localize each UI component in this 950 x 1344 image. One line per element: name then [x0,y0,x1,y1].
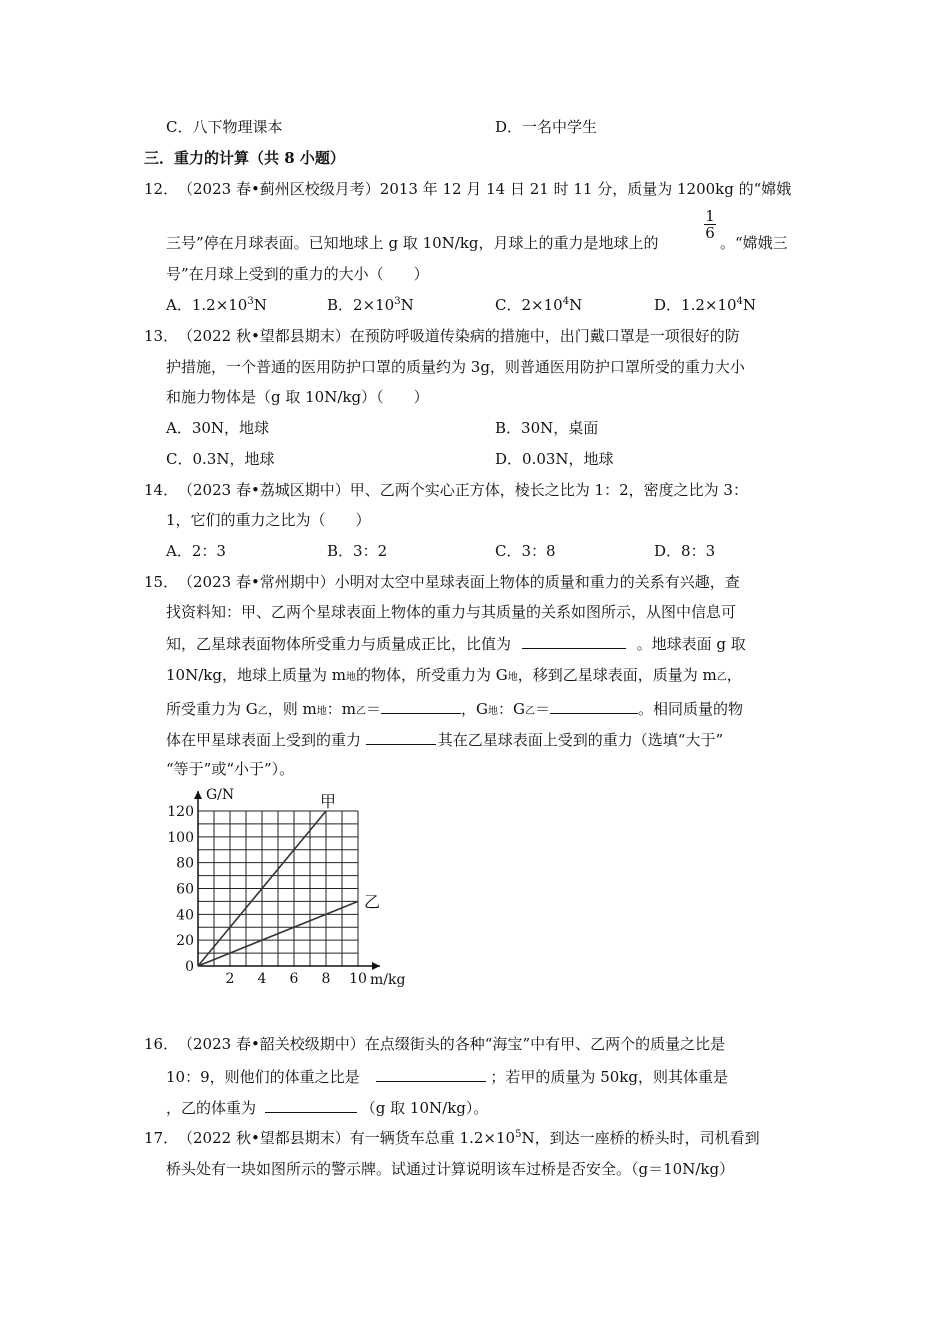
q14-option-a: A．2：3 [166,542,226,560]
q12-option-b-exp: 3 [394,296,401,307]
q15-line5-a: 所受重力为 G [166,700,258,718]
q15-blank-2[interactable] [381,697,461,714]
q13-line1: （2022 秋•望都县期末）在预防呼吸道传染病的措施中，出门戴口罩是一项很好的防 [178,327,740,345]
q16-line2-a: 10：9，则他们的体重之比是 [166,1068,360,1086]
q15-line6-a: 体在甲星球表面上受到的重力 [166,731,362,749]
q15-line5-sub3: 乙 [356,706,366,717]
q12-option-b-text: B．2×10 [327,296,395,314]
q13-option-c: C．0.3N，地球 [166,450,275,468]
q16-line3 [166,1096,488,1118]
fraction-numerator: 1 [705,207,715,225]
q15-line3 [166,632,746,654]
x-tick-label: 2 [225,971,235,987]
y-axis-label: G/N [206,787,235,803]
q13-option-d: D．0.03N，地球 [495,450,614,468]
q15-line1: （2023 春•常州期中）小明对太空中星球表面上物体的质量和重力的关系有兴趣，查 [178,573,740,591]
q12-option-d-text: D．1.2×10 [654,296,737,314]
q17-number: 17． [144,1129,179,1147]
q12-option-d-unit: N [742,296,757,314]
chart-grid [198,811,358,966]
q15-line4-sub2: 地 [507,672,518,683]
q15-line5-c: ：m [326,700,356,718]
q12-option-a-unit: N [253,296,267,314]
q14-option-c: C．3：8 [495,542,556,560]
q16-line2 [166,1065,728,1087]
q15-line5-sub4: 地 [488,706,498,717]
y-tick-label: 0 [185,959,194,975]
q12-line2-end: 。“嫦娥三 [720,234,788,252]
q17-line1 [178,1127,760,1148]
q12-number: 12． [144,180,179,198]
series-label: 甲 [320,792,337,811]
y-tick-label: 20 [176,933,194,950]
q11-option-d: D．一名中学生 [495,118,598,136]
q14-option-d: D．8：3 [654,542,716,560]
q12-option-c-unit: N [569,296,583,314]
q13-line2: 护措施，一个普通的医用防护口罩的质量约为 3g，则普通医用防护口罩所受的重力大小 [166,358,745,376]
q13-option-b: B．30N，桌面 [495,419,599,437]
x-tick-label: 10 [349,971,367,987]
q16-blank-1[interactable] [376,1065,486,1082]
q12-option-a-text: A．1.2×10 [166,296,248,314]
series-label: 乙 [364,892,381,912]
q15-line5 [166,697,743,719]
q15-line5-sub2: 地 [316,706,327,717]
q16-blank-2[interactable] [265,1096,357,1113]
q14-option-b: B．3：2 [327,542,388,560]
q15-line5-sub1: 乙 [257,706,268,717]
q14-line1: （2023 春•荔城区期中）甲、乙两个实心正方体，棱长之比为 1：2，密度之比为 3： [178,481,748,499]
q14-line2: 1，它们的重力之比为（ ） [166,511,371,529]
q15-line5-f: ：G [498,700,525,718]
q16-line3-b: （g 取 10N/kg）。 [360,1099,489,1117]
y-tick-label: 100 [167,829,194,846]
gravity-mass-chart [160,786,420,996]
q16-line1: （2023 春•韶关校级期中）在点缀街头的各种“海宝”中有甲、乙两个的质量之比是 [178,1035,726,1053]
q12-line1: （2023 春•蓟州区校级月考）2013 年 12 月 14 日 21 时 11 分，质量为 1200kg 的“嫦娥 [178,180,792,198]
q12-option-a [166,294,267,315]
q12-line3: 号”在月球上受到的重力的大小（ ） [166,265,429,283]
q12-option-c [495,294,582,315]
q13-line3: 和施力物体是（g 取 10N/kg）（ ） [166,388,429,406]
q15-line4-d: ， [726,666,742,684]
q15-blank-1[interactable] [522,632,626,649]
q17-line1-exp: 5 [515,1129,522,1140]
q12-option-d-exp: 4 [736,296,743,307]
q15-line5-sub5: 乙 [524,706,535,717]
q15-line6 [166,728,723,750]
q15-line4-sub1: 地 [345,672,356,683]
q15-line5-g: ＝ [534,700,550,718]
q15-line6-b: 其在乙星球表面上受到的重力（选填“大于” [437,731,724,749]
q12-option-b [327,294,414,315]
x-tick-label: 4 [257,971,267,987]
q15-line5-d: ＝ [366,700,382,718]
section-title: 三．重力的计算（共 8 小题） [144,149,345,167]
q15-line3-text: 知，乙星球表面物体所受重力与质量成正比，比值为 [166,635,512,653]
chart-labels [167,787,405,988]
q15-line5-e: ，G [461,700,488,718]
chart-axes [194,791,380,970]
q15-line5-b: ，则 m [267,700,317,718]
q17-line2: 桥头处有一块如图所示的警示牌。试通过计算说明该车过桥是否安全。（g＝10N/kg） [166,1160,735,1178]
q16-line2-b: ；若甲的质量为 50kg，则其体重是 [490,1068,728,1086]
q15-line7: “等于”或“小于”）。 [166,760,295,778]
y-axis-arrow [194,791,202,799]
q12-option-b-unit: N [400,296,414,314]
y-tick-label: 120 [167,804,194,820]
q15-line5-h: 。相同质量的物 [638,700,744,718]
q12-option-d [654,294,756,315]
fraction-denominator: 6 [705,224,715,242]
q15-line4-b: 的物体，所受重力为 G [355,666,508,684]
q15-blank-3[interactable] [550,697,638,714]
q15-number: 15． [144,573,179,591]
q17-line1-b: N，到达一座桥的桥头时，司机看到 [521,1129,760,1147]
q16-number: 16． [144,1035,179,1053]
q13-option-a: A．30N，地球 [166,419,270,437]
q12-option-a-exp: 3 [247,296,254,307]
x-axis-label: m/kg [370,972,406,988]
x-tick-label: 6 [289,971,299,987]
q17-line1-a: （2022 秋•望都县期末）有一辆货车总重 1.2×10 [178,1129,516,1147]
q15-line4-sub3: 乙 [716,672,727,683]
y-tick-label: 40 [176,907,194,924]
q14-number: 14． [144,481,179,499]
q12-option-c-exp: 4 [562,296,570,307]
q15-line4-c: ，移到乙星球表面，质量为 m [517,666,717,684]
q15-line2: 找资料知：甲、乙两个星球表面上物体的重力与其质量的关系如图所示，从图中信息可 [166,603,737,621]
q16-line3-a: ，乙的体重为 [166,1099,257,1117]
q12-line2: 三号”停在月球表面。已知地球上 g 取 10N/kg，月球上的重力是地球上的 [166,234,659,252]
q15-line4 [166,664,742,685]
q12-option-c-text: C．2×10 [495,296,563,314]
q13-number: 13． [144,327,179,345]
y-tick-label: 80 [176,855,194,872]
q15-blank-4[interactable] [366,728,436,745]
fraction-one-sixth [704,208,716,241]
q15-line3-end: 。地球表面 g 取 [636,635,746,653]
q15-line4-a: 10N/kg，地球上质量为 m [166,666,346,684]
y-tick-label: 60 [176,881,194,898]
x-axis-arrow [372,962,380,970]
q11-option-c: C．八下物理课本 [166,118,283,136]
x-tick-label: 8 [321,971,331,987]
